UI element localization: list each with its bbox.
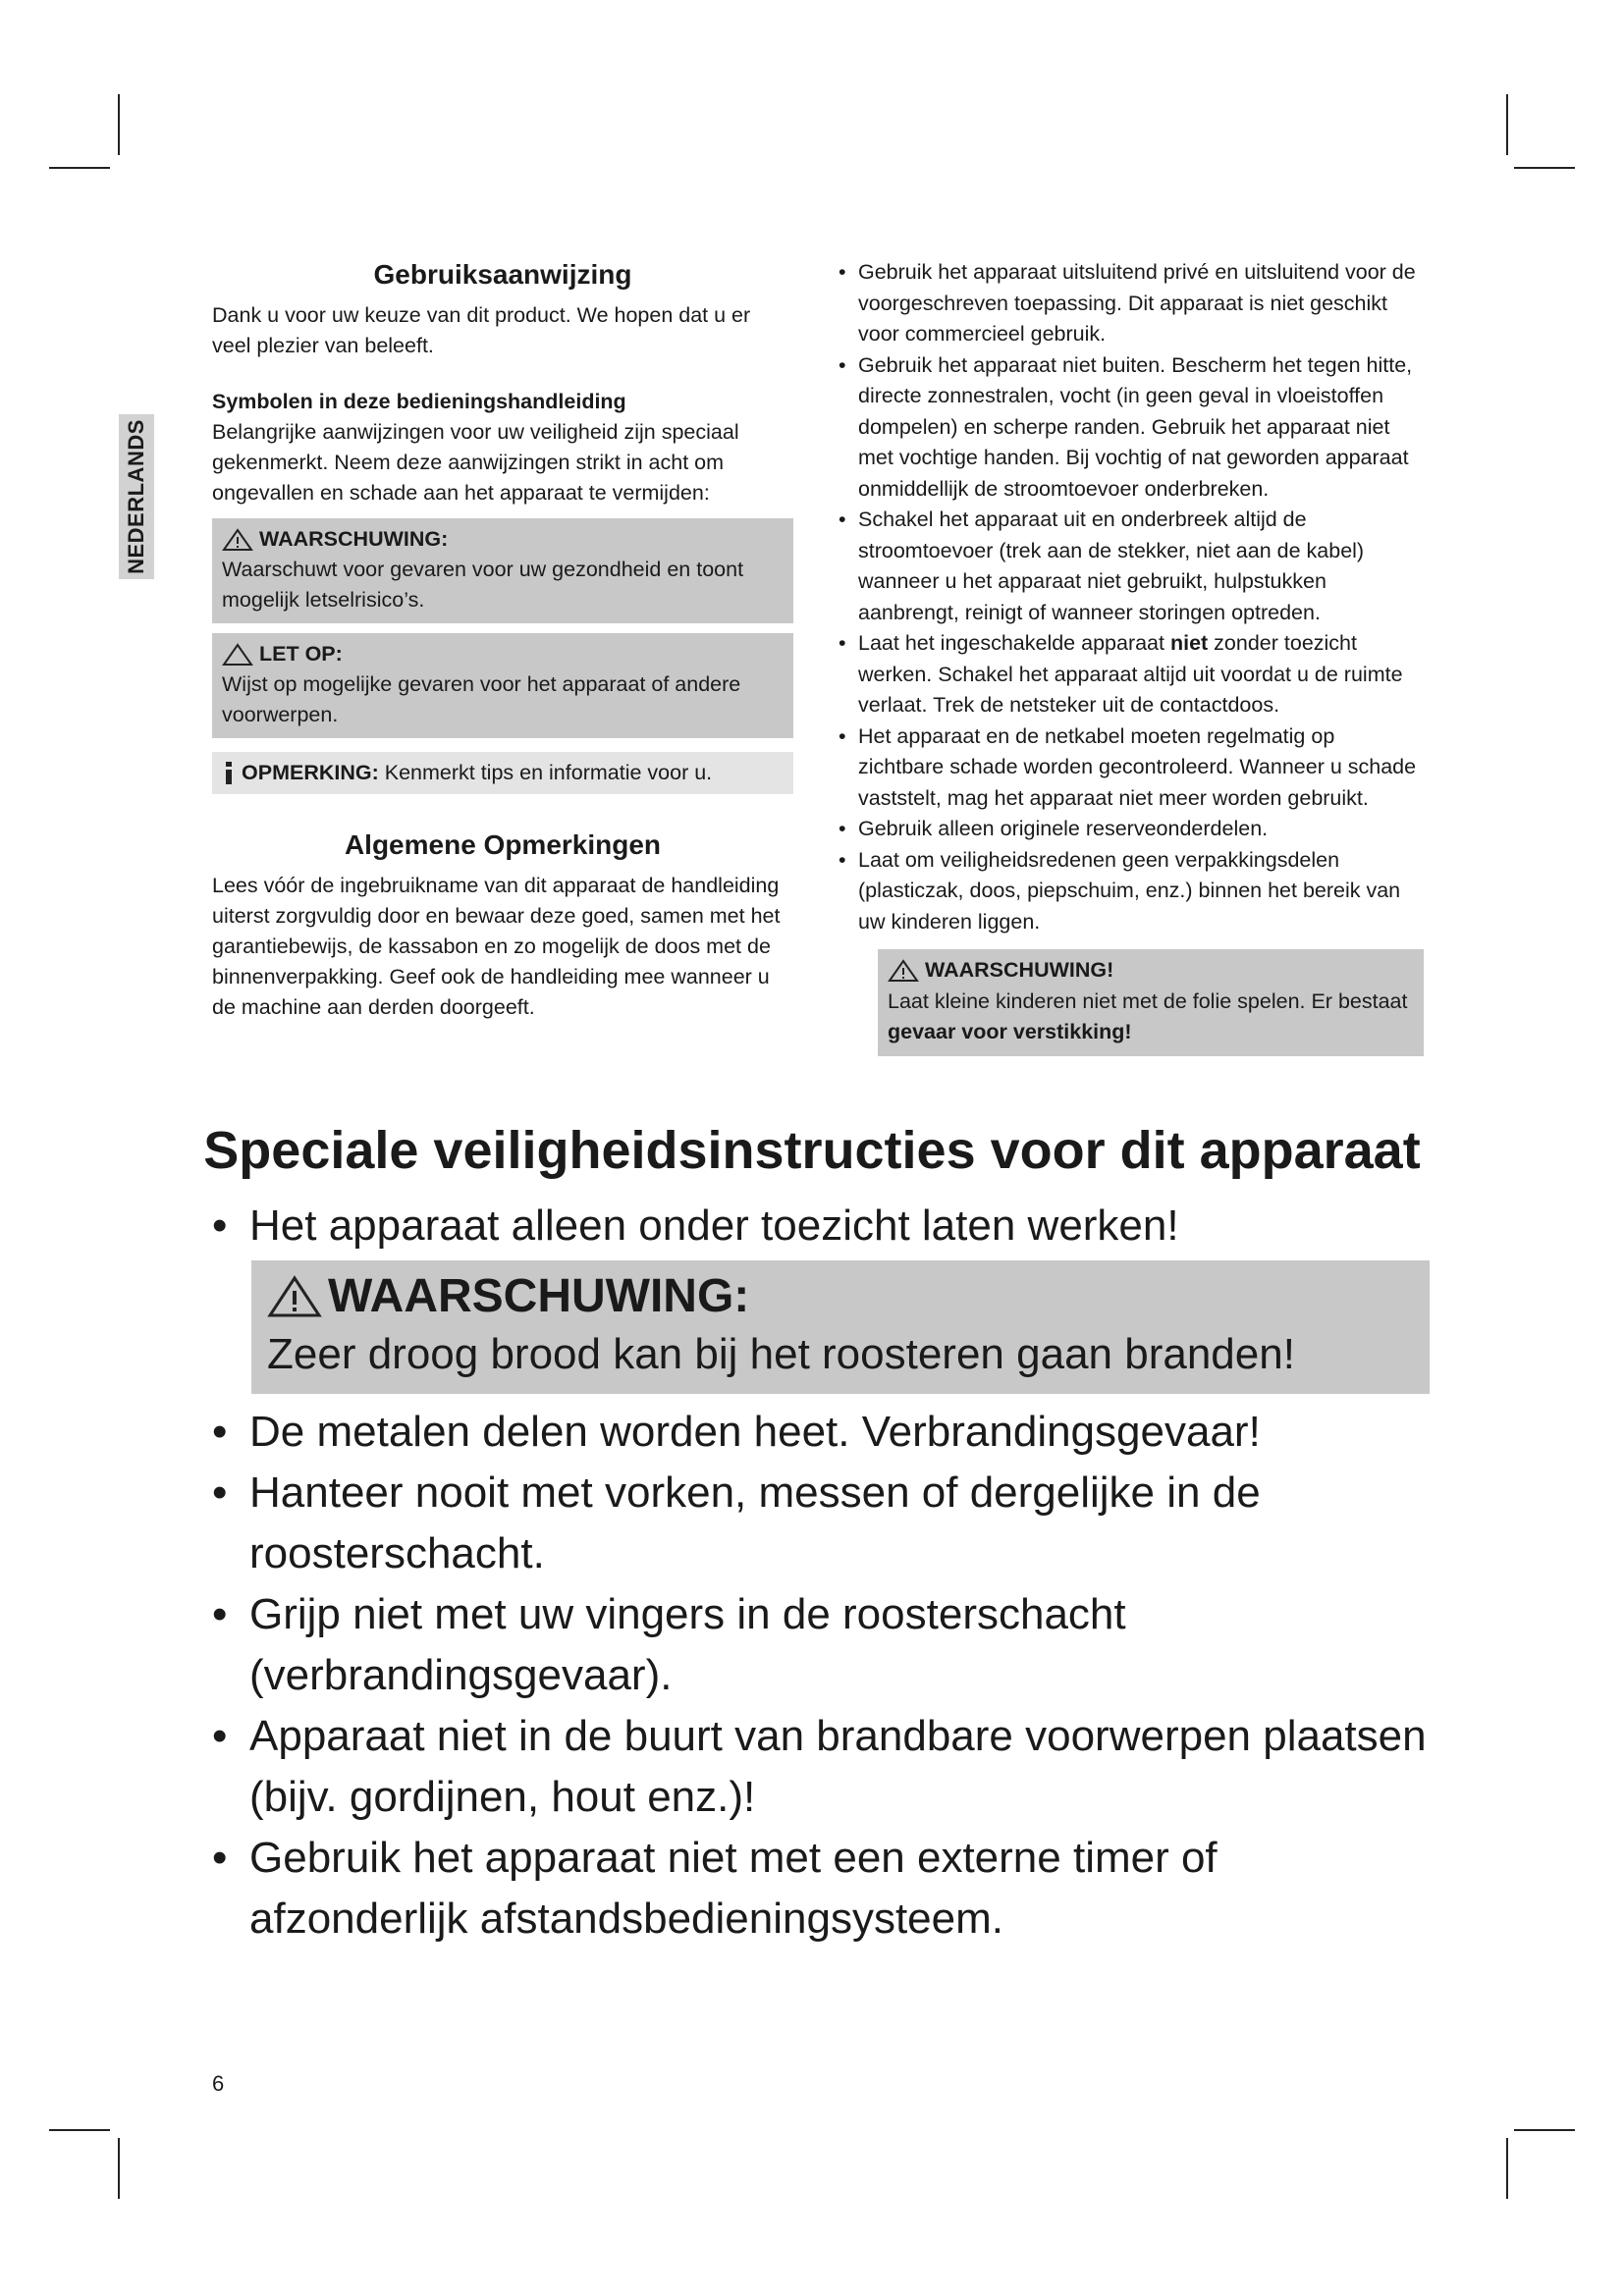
special-warning-text: Zeer droog brood kan bij het roosteren gaan branden! <box>267 1330 1295 1378</box>
special-warning-title: WAARSCHUWING: <box>328 1270 750 1322</box>
list-item: • Hanteer nooit met vorken, messen of dergelijke in de roosterschacht. <box>212 1463 1430 1584</box>
list-item: • Gebruik alleen originele reserveonderdelen. <box>835 814 1424 845</box>
list-item: • Schakel het apparaat uit en onderbreek altijd de stroomtoevoer (trek aan de stekker, niet aan de kabel) wanneer u het apparaat niet gebruikt, hulpstukken aanbrengt, reinigt of wanneer storingen optreden. <box>835 505 1424 628</box>
general-text: Lees vóór de ingebruikname van dit apparaat de handleiding uiterst zorgvuldig door en bewaar deze goed, samen met het garantiebewijs, de kassabon en zo mogelijk de doos met de binnenverpakking. Geef ook de handleiding mee wanneer u de machine aan derden doorgeeft. <box>212 874 781 1019</box>
language-tab-label: NEDERLANDS <box>124 419 148 574</box>
right-column <box>835 257 1424 1056</box>
crop-mark <box>1506 2138 1508 2199</box>
special-warning-box <box>251 1260 1430 1394</box>
crop-mark <box>1514 2129 1575 2131</box>
warning-title: WAARSCHUWING: <box>259 527 449 551</box>
section-title-usage: Gebruiksaanwijzing <box>373 259 632 290</box>
warning-box <box>212 518 793 623</box>
list-item-text: zonder toezicht werken. Schakel het apparaat altijd uit voordat u de ruimte verlaat. Trek de netsteker uit de contactdoos. <box>858 631 1403 717</box>
list-item: • Het apparaat alleen onder toezicht laten werken! <box>212 1196 1430 1256</box>
language-tab <box>119 414 154 579</box>
list-item: • Gebruik het apparaat niet met een externe timer of afzonderlijk afstandsbedieningsysteem. <box>212 1828 1430 1949</box>
note-title: OPMERKING: <box>242 761 379 784</box>
crop-mark <box>1514 167 1575 169</box>
left-column <box>212 257 793 1023</box>
caution-text: Wijst op mogelijke gevaren voor het apparaat of andere voorwerpen. <box>222 672 741 726</box>
warning-text-bold: gevaar voor verstikking! <box>888 1020 1132 1043</box>
warning-triangle-icon <box>267 1275 322 1318</box>
list-item: • Het apparaat en de netkabel moeten regelmatig op zichtbare schade worden gecontroleerd. Wanneer u schade vaststelt, mag het apparaat niet meer worden gebruikt. <box>835 721 1424 815</box>
list-item-emphasis: niet <box>1169 631 1209 655</box>
crop-mark <box>49 2129 110 2131</box>
list-item: • Gebruik het apparaat niet buiten. Bescherm het tegen hitte, directe zonnestralen, vocht (in geen geval in vloeistoffen dompelen) en scherpe randen. Gebruik het apparaat niet met vochtige handen. Bij vochtig of nat geworden apparaat onmiddellijk de stroomtoevoer onderbreken. <box>835 350 1424 506</box>
warning-title: WAARSCHUWING! <box>925 958 1114 982</box>
special-safety-title: Speciale veiligheidsinstructies voor dit apparaat <box>203 1121 1421 1180</box>
caution-title: LET OP: <box>259 642 343 666</box>
crop-mark <box>118 2138 120 2199</box>
section-title-general: Algemene Opmerkingen <box>344 829 662 860</box>
list-item: • Grijp niet met uw vingers in de roosterschacht (verbrandingsgevaar). <box>212 1584 1430 1706</box>
warning-text: Waarschuwt voor gevaren voor uw gezondheid en toont mogelijk letselrisico’s. <box>222 558 744 612</box>
note-text: Kenmerkt tips en informatie voor u. <box>384 761 713 784</box>
list-item-text: Laat het ingeschakelde apparaat <box>858 631 1170 655</box>
warning-box-children <box>878 949 1424 1056</box>
warning-triangle-icon <box>222 528 253 552</box>
list-item <box>835 628 1424 721</box>
list-item: • Laat om veiligheidsredenen geen verpakkingsdelen (plasticzak, doos, piepschuim, enz.) binnen het bereik van uw kinderen liggen. <box>835 845 1424 938</box>
caution-triangle-icon <box>222 643 253 667</box>
list-item: • Gebruik het apparaat uitsluitend privé en uitsluitend voor de voorgeschreven toepassing. Dit apparaat is niet geschikt voor commercieel gebruik. <box>835 257 1424 350</box>
symbols-heading: Symbolen in deze bedieningshandleiding <box>212 390 626 413</box>
caution-box <box>212 633 793 738</box>
info-icon <box>222 761 236 786</box>
symbols-text: Belangrijke aanwijzingen voor uw veiligheid zijn speciaal gekenmerkt. Neem deze aanwijzingen strikt in acht om ongevallen en schade aan het apparaat te vermijden: <box>212 420 739 505</box>
crop-mark <box>1506 94 1508 155</box>
list-item: • De metalen delen worden heet. Verbrandingsgevaar! <box>212 1402 1430 1463</box>
page-number: 6 <box>212 2071 225 2096</box>
crop-mark <box>49 167 110 169</box>
intro-text: Dank u voor uw keuze van dit product. We hopen dat u er veel plezier van beleeft. <box>212 303 751 357</box>
warning-triangle-icon <box>888 959 919 983</box>
note-box <box>212 752 793 794</box>
special-safety-list <box>212 1196 1430 1949</box>
list-item: • Apparaat niet in de buurt van brandbare voorwerpen plaatsen (bijv. gordijnen, hout enz.)! <box>212 1706 1430 1828</box>
crop-mark <box>118 94 120 155</box>
warning-text: Laat kleine kinderen niet met de folie spelen. Er bestaat <box>888 988 1408 1013</box>
